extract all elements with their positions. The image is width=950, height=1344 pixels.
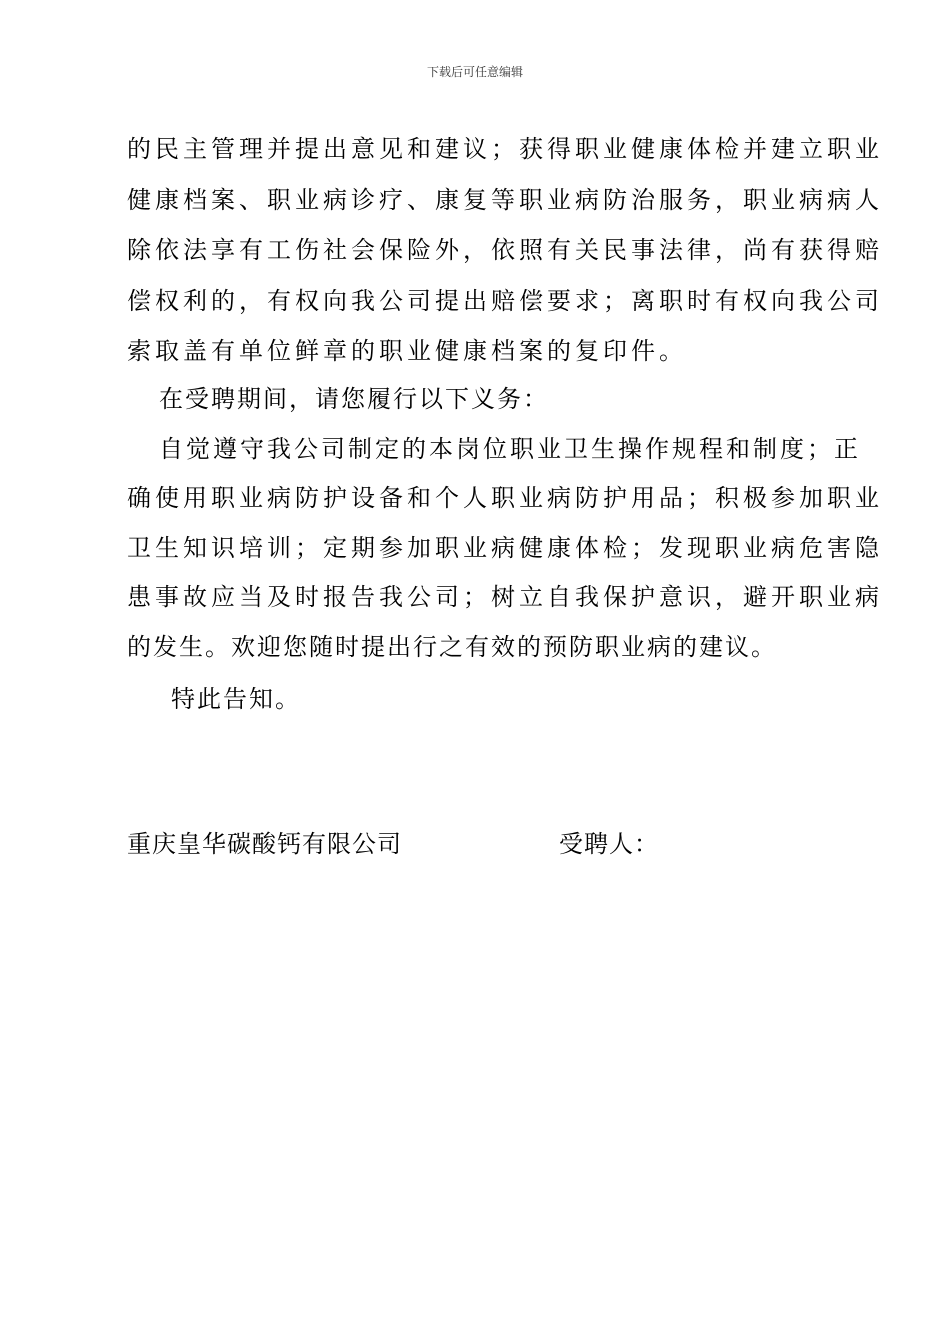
text-line: 偿权利的，有权向我公司提出赔偿要求；离职时有权向我公司 bbox=[127, 287, 883, 315]
company-signature: 重庆皇华碳酸钙有限公司 bbox=[127, 830, 402, 858]
text-line: 确使用职业病防护设备和个人职业病防护用品；积极参加职业 bbox=[127, 484, 883, 512]
text-line: 患事故应当及时报告我公司；树立自我保护意识，避开职业病 bbox=[127, 583, 883, 611]
employee-signature-label: 受聘人： bbox=[559, 830, 659, 858]
text-line: 自觉遵守我公司制定的本岗位职业卫生操作规程和制度；正 bbox=[159, 435, 861, 463]
text-line: 的发生。欢迎您随时提出行之有效的预防职业病的建议。 bbox=[127, 633, 777, 661]
text-line: 的民主管理并提出意见和建议；获得职业健康体检并建立职业 bbox=[127, 135, 883, 163]
duties-intro: 在受聘期间，请您履行以下义务： bbox=[159, 385, 549, 413]
text-line: 除依法享有工伤社会保险外，依照有关民事法律，尚有获得赔 bbox=[127, 236, 883, 264]
closing-text: 特此告知。 bbox=[171, 685, 301, 713]
text-line: 卫生知识培训；定期参加职业病健康体检；发现职业病危害隐 bbox=[127, 534, 883, 562]
page-header-note: 下载后可任意编辑 bbox=[426, 65, 523, 79]
text-line: 健康档案、职业病诊疗、康复等职业病防治服务，职业病病人 bbox=[127, 186, 883, 214]
text-line: 索取盖有单位鲜章的职业健康档案的复印件。 bbox=[127, 337, 687, 365]
